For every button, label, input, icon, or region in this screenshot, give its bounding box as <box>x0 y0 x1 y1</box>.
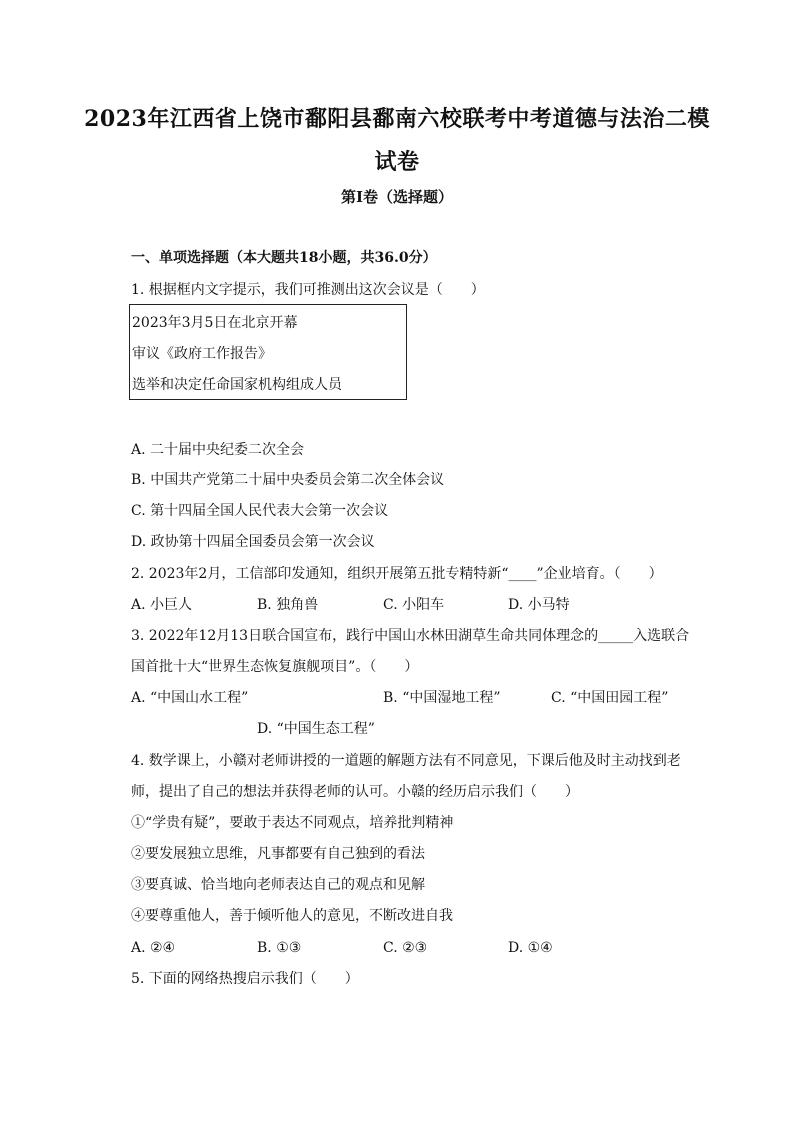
volume-title: 第I卷（选择题） <box>340 188 454 206</box>
q4-statement: ①“学贵有疑”，要敢于表达不同观点，培养批判精神 <box>131 815 454 831</box>
q3-stem-line2: 国首批十大“世界生态恢复旗舰项目”。（ ） <box>131 659 419 675</box>
q1-box-line: 审议《政府工作报告》 <box>132 346 272 362</box>
exam-title-line2: 试卷 <box>374 149 420 175</box>
q1-stem: 1. 根据框内文字提示，我们可推测出这次会议是（ ） <box>131 282 485 298</box>
q4-statement: ④要尊重他人，善于倾听他人的意见，不断改进自我 <box>131 908 453 924</box>
q2-option-c: C. 小阳车 <box>383 597 445 613</box>
q1-option-a: A. 二十届中央纪委二次全会 <box>131 442 305 458</box>
q2-option-d: D. 小马特 <box>508 597 570 613</box>
q5-stem: 5. 下面的网络热搜启示我们（ ） <box>131 971 359 987</box>
q3-option-a: A. “中国山水工程” <box>131 690 249 706</box>
section-heading: 一、单项选择题（本大题共18小题，共36.0分） <box>131 250 437 266</box>
q1-option-d: D. 政协第十四届全国委员会第一次会议 <box>131 534 375 550</box>
q4-stem-line1: 4. 数学课上，小赣对老师讲授的一道题的解题方法有不同意见，下课后他及时主动找到老 <box>131 753 681 769</box>
q4-option-a: A. ②④ <box>131 940 176 956</box>
q4-option-b: B. ①③ <box>257 940 302 956</box>
q4-option-d: D. ①④ <box>508 940 553 956</box>
q4-stem-line2: 师，提出了自己的想法并获得老师的认可。小赣的经历启示我们（ ） <box>131 784 579 800</box>
q3-option-b: B. “中国湿地工程” <box>383 690 501 706</box>
q3-option-d: D. “中国生态工程” <box>257 721 375 737</box>
q2-option-a: A. 小巨人 <box>131 597 193 613</box>
q1-option-c: C. 第十四届全国人民代表大会第一次会议 <box>131 503 389 519</box>
exam-title-line1: 2023年江西省上饶市鄱阳县鄱南六校联考中考道德与法治二模 <box>84 106 710 132</box>
q3-stem-line1: 3. 2022年12月13日联合国宣布，践行中国山水林田湖草生命共同体理念的_____入选联合 <box>131 628 690 644</box>
q4-option-c: C. ②③ <box>383 940 428 956</box>
q3-option-c: C. “中国田园工程” <box>551 690 669 706</box>
q1-info-box <box>129 304 407 400</box>
q4-statement: ③要真诚、恰当地向老师表达自己的观点和见解 <box>131 877 425 893</box>
q1-box-line: 选举和决定任命国家机构组成人员 <box>132 377 342 393</box>
q1-option-b: B. 中国共产党第二十届中央委员会第二次全体会议 <box>131 472 445 488</box>
q2-stem: 2. 2023年2月，工信部印发通知，组织开展第五批专精特新“____”企业培育。（ ） <box>131 566 663 582</box>
q1-box-line: 2023年3月5日在北京开幕 <box>132 315 298 331</box>
q2-option-b: B. 独角兽 <box>257 597 319 613</box>
q4-statement: ②要发展独立思维，凡事都要有自己独到的看法 <box>131 846 425 862</box>
